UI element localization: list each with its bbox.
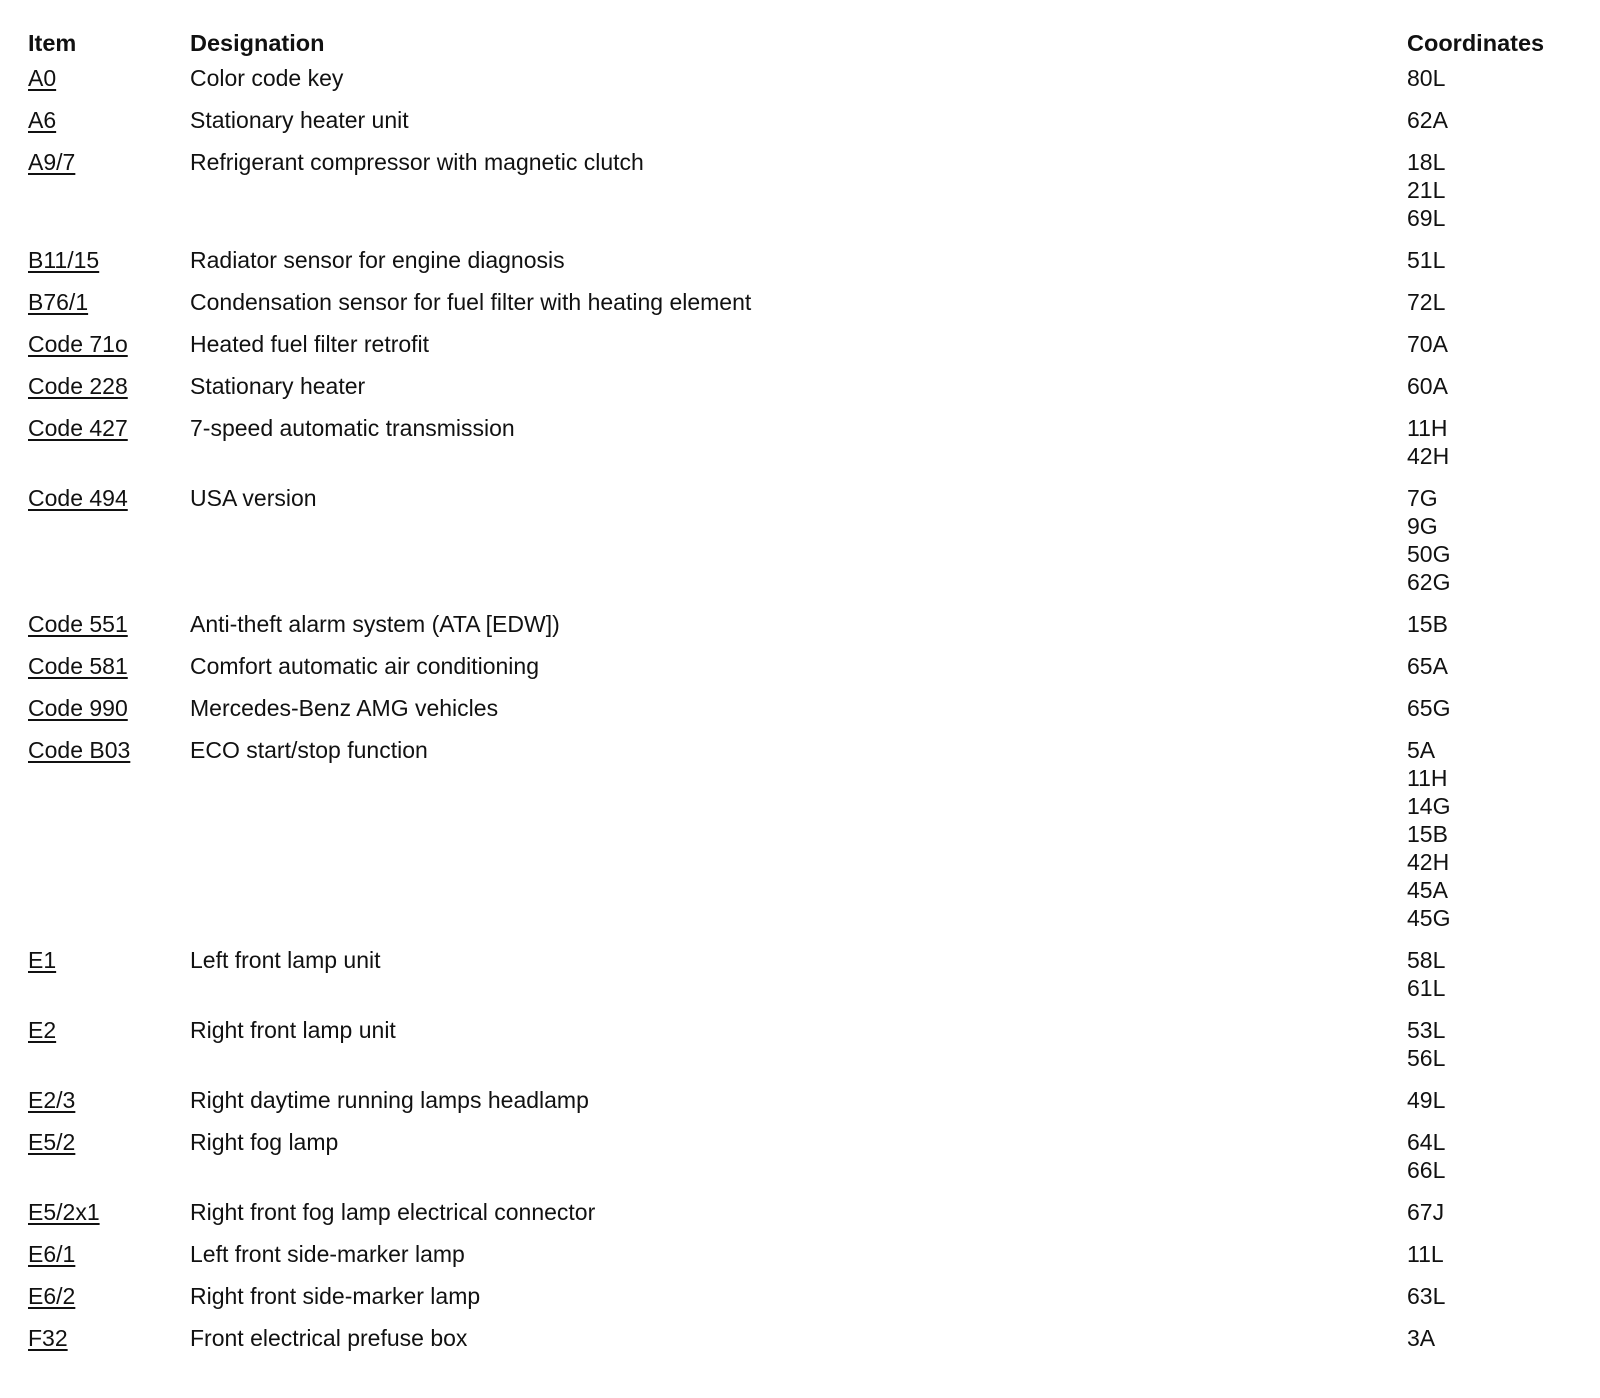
item-cell: [28, 106, 190, 134]
coordinate-value: 45G: [1407, 905, 1451, 931]
coordinates-cell: [1407, 1086, 1578, 1114]
item-cell: [28, 148, 190, 176]
coordinate-value: 11L: [1407, 1241, 1444, 1267]
designation-cell: Radiator sensor for engine diagnosis: [190, 247, 565, 273]
designation-cell: ECO start/stop function: [190, 737, 428, 763]
coordinate-value: 15B: [1407, 821, 1448, 847]
coordinate-value: 65A: [1407, 653, 1448, 679]
table-row: [28, 484, 1578, 610]
coordinates-cell: [1407, 414, 1578, 470]
coordinates-cell: [1407, 288, 1578, 316]
item-link[interactable]: B11/15: [28, 247, 100, 273]
item-cell: [28, 1016, 190, 1044]
coordinates-cell: [1407, 1016, 1578, 1072]
table-row: [28, 330, 1578, 372]
coordinate-value: 3A: [1407, 1325, 1436, 1351]
item-link[interactable]: E5/2x1: [28, 1199, 100, 1225]
coordinates-cell: [1407, 1240, 1578, 1268]
coordinates-cell: [1407, 1198, 1578, 1226]
coordinate-value: 56L: [1407, 1045, 1446, 1071]
item-cell: [28, 1128, 190, 1156]
coordinate-value: 21L: [1407, 177, 1446, 203]
item-cell: [28, 1086, 190, 1114]
item-link[interactable]: A9/7: [28, 149, 76, 175]
component-table: [28, 22, 1578, 1366]
coordinate-value: 65G: [1407, 695, 1451, 721]
item-cell: [28, 946, 190, 974]
table-row: [28, 372, 1578, 414]
designation-cell: Comfort automatic air conditioning: [190, 653, 539, 679]
designation-cell: Heated fuel filter retrofit: [190, 331, 430, 357]
coordinate-value: 62G: [1407, 569, 1451, 595]
coordinate-value: 14G: [1407, 793, 1451, 819]
coordinate-value: 58L: [1407, 947, 1446, 973]
table-row: [28, 414, 1578, 484]
designation-cell: Right front fog lamp electrical connector: [190, 1199, 596, 1225]
coordinates-cell: [1407, 1128, 1578, 1184]
coordinates-cell: [1407, 1282, 1578, 1310]
coordinates-cell: [1407, 148, 1578, 232]
table-row: [28, 1086, 1578, 1128]
table-row: [28, 694, 1578, 736]
coordinate-value: 62A: [1407, 107, 1448, 133]
designation-cell: Refrigerant compressor with magnetic clutch: [190, 149, 644, 175]
item-cell: [28, 288, 190, 316]
item-link[interactable]: E6/2: [28, 1283, 76, 1309]
coordinate-value: 70A: [1407, 331, 1448, 357]
designation-column-header: Designation: [190, 30, 325, 56]
designation-cell: USA version: [190, 485, 317, 511]
table-row: [28, 1240, 1578, 1282]
coordinate-value: 61L: [1407, 975, 1446, 1001]
table-row: [28, 1016, 1578, 1086]
item-link[interactable]: Code B03: [28, 737, 131, 763]
item-link[interactable]: E5/2: [28, 1129, 76, 1155]
designation-cell: 7-speed automatic transmission: [190, 415, 515, 441]
designation-cell: Anti-theft alarm system (ATA [EDW]): [190, 611, 560, 637]
coordinates-cell: [1407, 246, 1578, 274]
designation-cell: Left front lamp unit: [190, 947, 381, 973]
coordinates-cell: [1407, 610, 1578, 638]
item-cell: [28, 1198, 190, 1226]
table-header: [28, 22, 1578, 64]
table-row: [28, 946, 1578, 1016]
designation-cell: Front electrical prefuse box: [190, 1325, 468, 1351]
coordinate-value: 42H: [1407, 443, 1450, 469]
item-cell: [28, 694, 190, 722]
item-cell: [28, 246, 190, 274]
table-row: [28, 652, 1578, 694]
table-row: [28, 1282, 1578, 1324]
item-link[interactable]: Code 581: [28, 653, 128, 679]
coordinate-value: 60A: [1407, 373, 1448, 399]
item-cell: [28, 64, 190, 92]
designation-cell: Right daytime running lamps headlamp: [190, 1087, 589, 1113]
item-link[interactable]: F32: [28, 1325, 68, 1351]
item-link[interactable]: A0: [28, 65, 57, 91]
coordinate-value: 80L: [1407, 65, 1446, 91]
coordinate-value: 66L: [1407, 1157, 1446, 1183]
coordinate-value: 69L: [1407, 205, 1446, 231]
coordinate-value: 50G: [1407, 541, 1451, 567]
item-link[interactable]: E1: [28, 947, 57, 973]
coordinates-cell: [1407, 946, 1578, 1002]
table-row: [28, 246, 1578, 288]
item-link[interactable]: B76/1: [28, 289, 89, 315]
item-column-header: Item: [28, 30, 77, 56]
coordinate-value: 49L: [1407, 1087, 1446, 1113]
designation-cell: Mercedes-Benz AMG vehicles: [190, 695, 499, 721]
item-cell: [28, 372, 190, 400]
table-row: [28, 1324, 1578, 1366]
coordinate-value: 72L: [1407, 289, 1446, 315]
item-cell: [28, 1282, 190, 1310]
coordinates-cell: [1407, 694, 1578, 722]
table-row: [28, 148, 1578, 246]
coordinates-cell: [1407, 372, 1578, 400]
item-cell: [28, 330, 190, 358]
coordinate-value: 67J: [1407, 1199, 1445, 1225]
coordinates-cell: [1407, 64, 1578, 92]
item-cell: [28, 1240, 190, 1268]
designation-cell: Stationary heater: [190, 373, 366, 399]
item-link[interactable]: E2/3: [28, 1087, 76, 1113]
item-link[interactable]: E6/1: [28, 1241, 76, 1267]
table-body: [28, 64, 1578, 1366]
item-cell: [28, 610, 190, 638]
item-link[interactable]: Code 990: [28, 695, 128, 721]
coordinate-value: 51L: [1407, 247, 1446, 273]
coordinate-value: 42H: [1407, 849, 1450, 875]
designation-cell: Stationary heater unit: [190, 107, 409, 133]
item-link[interactable]: Code 494: [28, 485, 128, 511]
designation-cell: Right front lamp unit: [190, 1017, 396, 1043]
coordinate-value: 11H: [1407, 415, 1448, 441]
coordinate-value: 64L: [1407, 1129, 1446, 1155]
coordinate-value: 63L: [1407, 1283, 1446, 1309]
coordinates-cell: [1407, 330, 1578, 358]
table-row: [28, 1128, 1578, 1198]
coordinate-value: 5A: [1407, 737, 1436, 763]
designation-cell: Color code key: [190, 65, 344, 91]
table-row: [28, 736, 1578, 946]
item-link[interactable]: A6: [28, 107, 57, 133]
designation-cell: Right fog lamp: [190, 1129, 339, 1155]
designation-cell: Condensation sensor for fuel filter with heating element: [190, 289, 752, 315]
coordinate-value: 15B: [1407, 611, 1448, 637]
coordinate-value: 45A: [1407, 877, 1448, 903]
coordinates-cell: [1407, 736, 1578, 932]
item-cell: [28, 484, 190, 512]
coordinate-value: 9G: [1407, 513, 1438, 539]
coordinates-cell: [1407, 652, 1578, 680]
designation-cell: Right front side-marker lamp: [190, 1283, 481, 1309]
table-row: [28, 106, 1578, 148]
coordinates-cell: [1407, 106, 1578, 134]
item-link[interactable]: Code 71o: [28, 331, 128, 357]
item-cell: [28, 736, 190, 764]
table-row: [28, 1198, 1578, 1240]
coordinate-value: 18L: [1407, 149, 1446, 175]
coordinate-value: 11H: [1407, 765, 1448, 791]
coordinates-cell: [1407, 484, 1578, 596]
table-row: [28, 64, 1578, 106]
item-link[interactable]: E2: [28, 1017, 57, 1043]
item-cell: [28, 414, 190, 442]
table-row: [28, 610, 1578, 652]
designation-cell: Left front side-marker lamp: [190, 1241, 465, 1267]
item-link[interactable]: Code 228: [28, 373, 128, 399]
item-cell: [28, 652, 190, 680]
table-row: [28, 288, 1578, 330]
coordinates-column-header: Coordinates: [1407, 30, 1545, 56]
item-link[interactable]: Code 551: [28, 611, 128, 637]
coordinate-value: 7G: [1407, 485, 1438, 511]
item-cell: [28, 1324, 190, 1352]
coordinate-value: 53L: [1407, 1017, 1446, 1043]
coordinates-cell: [1407, 1324, 1578, 1352]
item-link[interactable]: Code 427: [28, 415, 128, 441]
